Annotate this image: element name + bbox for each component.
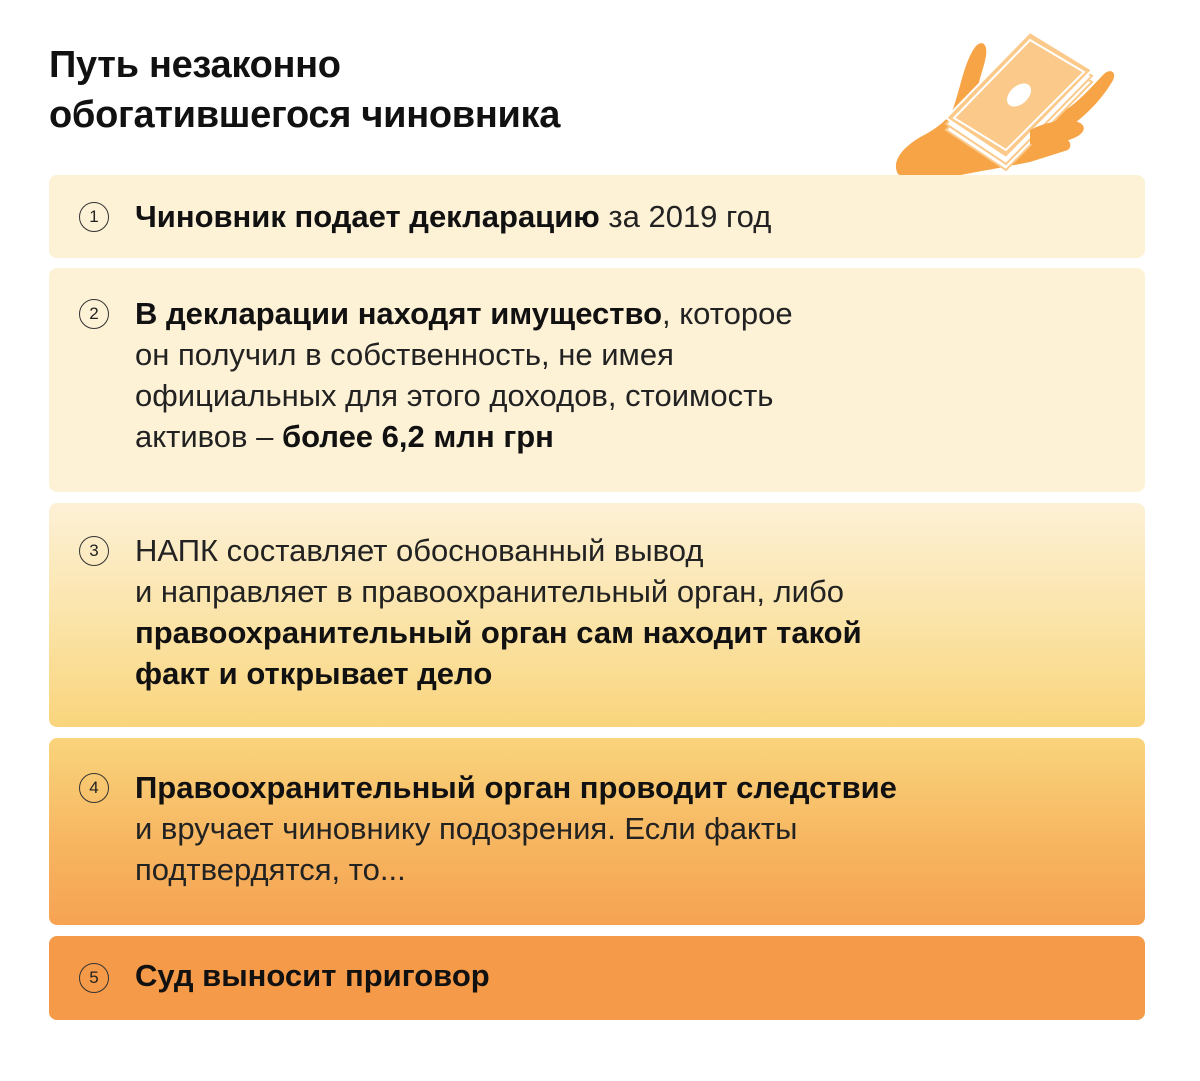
step-number-badge: 3 — [79, 536, 109, 566]
hand-with-money-icon — [880, 22, 1130, 182]
step-text-bold: Суд выносит приговор — [135, 958, 490, 993]
step-text — [135, 293, 1105, 457]
step-5-card — [49, 936, 1145, 1020]
step-text — [135, 196, 1105, 237]
step-3-card — [49, 503, 1145, 727]
step-text-bold: правоохранительный орган сам находит такой — [135, 615, 862, 650]
step-text-regular: он получил в собственность, не имея — [135, 337, 674, 372]
step-text-regular: официальных для этого доходов, стоимость — [135, 378, 774, 413]
step-text-regular: НАПК составляет обоснованный вывод — [135, 533, 704, 568]
step-text-regular: и вручает чиновнику подозрения. Если факты — [135, 811, 798, 846]
step-text-bold: В декларации находят имущество — [135, 296, 663, 331]
step-number-badge: 4 — [79, 773, 109, 803]
step-text-bold: факт и открывает дело — [135, 656, 493, 691]
step-text-bold: Правоохранительный орган проводит следствие — [135, 770, 897, 805]
step-text — [135, 767, 1105, 890]
step-text — [135, 955, 1105, 996]
title-line-1: Путь незаконно — [49, 44, 341, 86]
step-4-card — [49, 738, 1145, 925]
step-text-regular: подтвердятся, то... — [135, 852, 406, 887]
step-text-bold: Чиновник подает декларацию — [135, 199, 600, 234]
title-line-2: обогатившегося чиновника — [49, 94, 561, 136]
step-2-card — [49, 268, 1145, 492]
step-text-regular: и направляет в правоохранительный орган, либо — [135, 574, 844, 609]
step-text-bold: более 6,2 млн грн — [281, 419, 554, 454]
step-1-card — [49, 175, 1145, 258]
step-text — [135, 530, 1105, 694]
step-text-regular: активов – — [135, 419, 282, 454]
step-text-regular: за 2019 год — [599, 199, 772, 234]
step-number-badge: 1 — [79, 202, 109, 232]
page-title — [49, 40, 560, 140]
step-number-badge: 5 — [79, 963, 109, 993]
step-text-regular: , которое — [662, 296, 793, 331]
step-number-badge: 2 — [79, 299, 109, 329]
